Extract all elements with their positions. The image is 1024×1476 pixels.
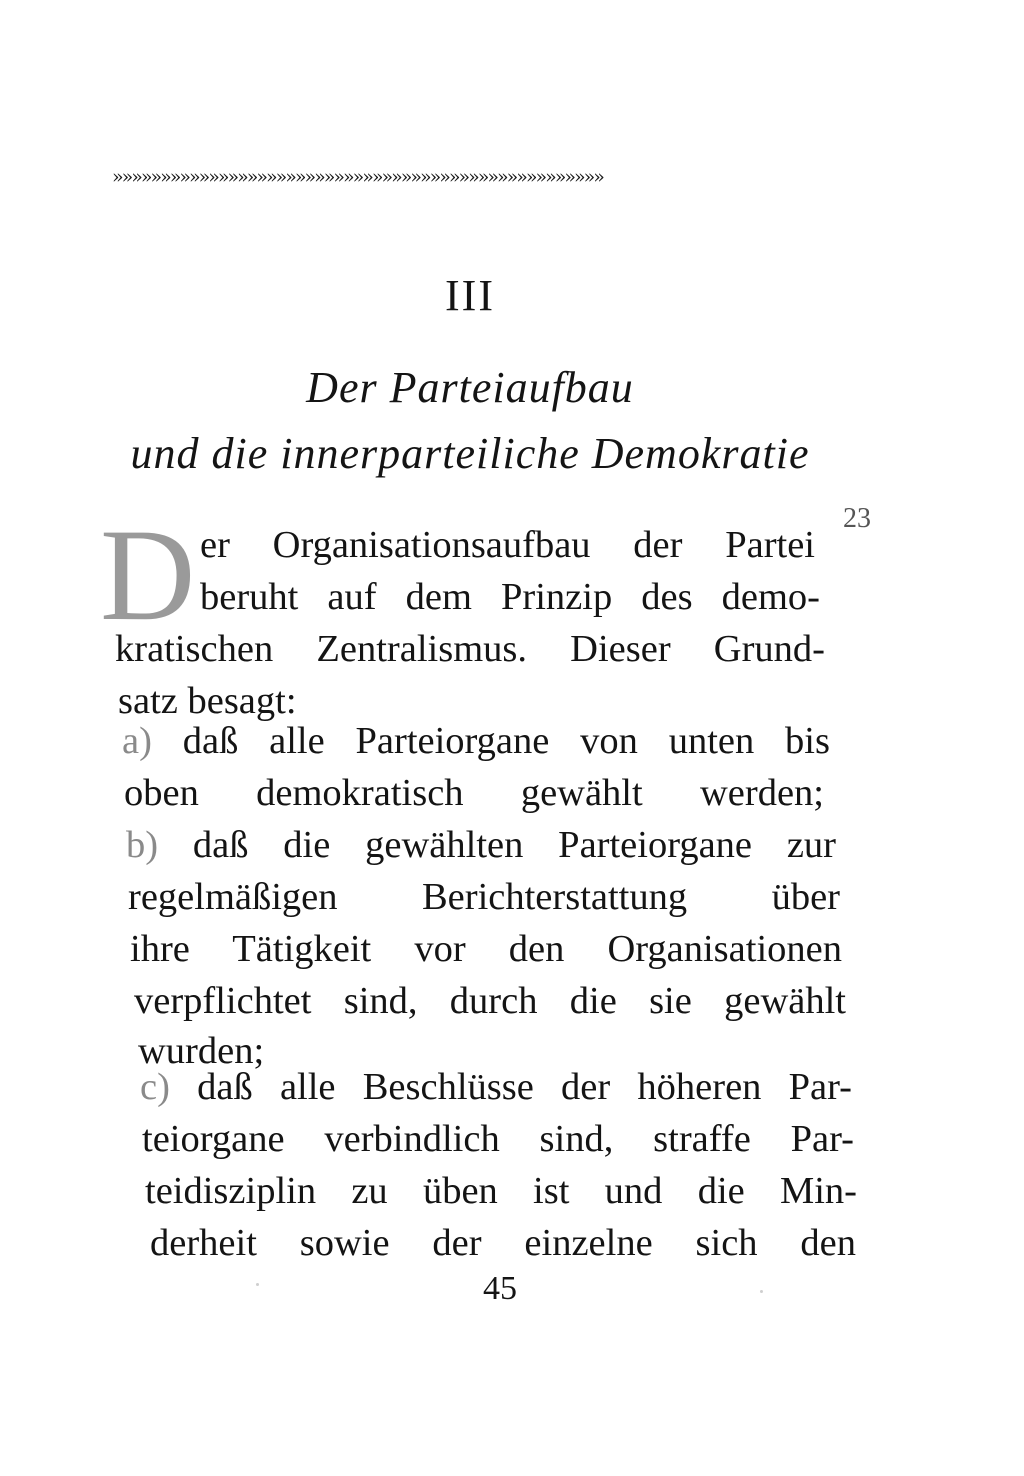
- drop-cap-letter: D: [100, 501, 196, 648]
- body-line-text: oben demokratisch gewählt werden;: [124, 772, 824, 814]
- body-line: [145, 1165, 857, 1217]
- paper-speck: [760, 1290, 763, 1293]
- page-number: 45: [483, 1270, 517, 1307]
- body-line-text: verpflichtet sind, durch die sie gewählt: [134, 980, 846, 1022]
- decorative-ornament-rule: »»»»»»»»»»»»»»»»»»»»»»»»»»»»»»»»»»»»»»»»»»»»»»»»»»»: [112, 166, 603, 188]
- body-line-text: teiorgane verbindlich sind, straffe Par-: [142, 1118, 854, 1160]
- body-line-text: beruht auf dem Prinzip des demo-: [200, 576, 820, 618]
- body-line-text: satz besagt:: [118, 680, 297, 722]
- body-line: [115, 623, 825, 675]
- body-line-text: daß die gewählten Parteiorgane zur: [158, 824, 836, 866]
- body-line-text: ihre Tätigkeit vor den Organisationen: [130, 928, 842, 970]
- body-line: [126, 819, 836, 871]
- body-line-text: wurden;: [138, 1030, 265, 1072]
- chapter-title-line-2: und die innerparteiliche Demokratie: [130, 429, 810, 478]
- body-line-text: teidisziplin zu üben ist und die Min-: [145, 1170, 857, 1212]
- margin-note-number: 23: [843, 503, 871, 534]
- chapter-title-line-1: Der Parteiaufbau: [306, 363, 634, 412]
- body-line-text: daß alle Beschlüsse der höheren Par-: [169, 1066, 852, 1108]
- body-line: [200, 519, 815, 571]
- body-line: [150, 1217, 856, 1269]
- body-line: [128, 871, 840, 923]
- enum-marker: a): [122, 720, 152, 762]
- body-line: [140, 1061, 852, 1113]
- body-line: [142, 1113, 854, 1165]
- enum-marker: b): [126, 824, 159, 866]
- chapter-number: III: [445, 271, 495, 320]
- body-line: [130, 923, 842, 975]
- body-line: [200, 571, 820, 623]
- body-line-text: regelmäßigen Berichterstattung über: [128, 876, 840, 918]
- body-line-text: daß alle Parteiorgane von unten bis: [151, 720, 830, 762]
- body-line-text: derheit sowie der einzelne sich den: [150, 1222, 856, 1264]
- enum-marker: c): [140, 1066, 170, 1108]
- body-line: [122, 715, 830, 767]
- body-line-text: er Organisationsaufbau der Partei: [200, 524, 815, 566]
- body-line-text: kratischen Zentralismus. Dieser Grund-: [115, 628, 825, 670]
- body-line: [134, 975, 846, 1027]
- paper-speck: [256, 1283, 259, 1286]
- body-line: [124, 767, 824, 819]
